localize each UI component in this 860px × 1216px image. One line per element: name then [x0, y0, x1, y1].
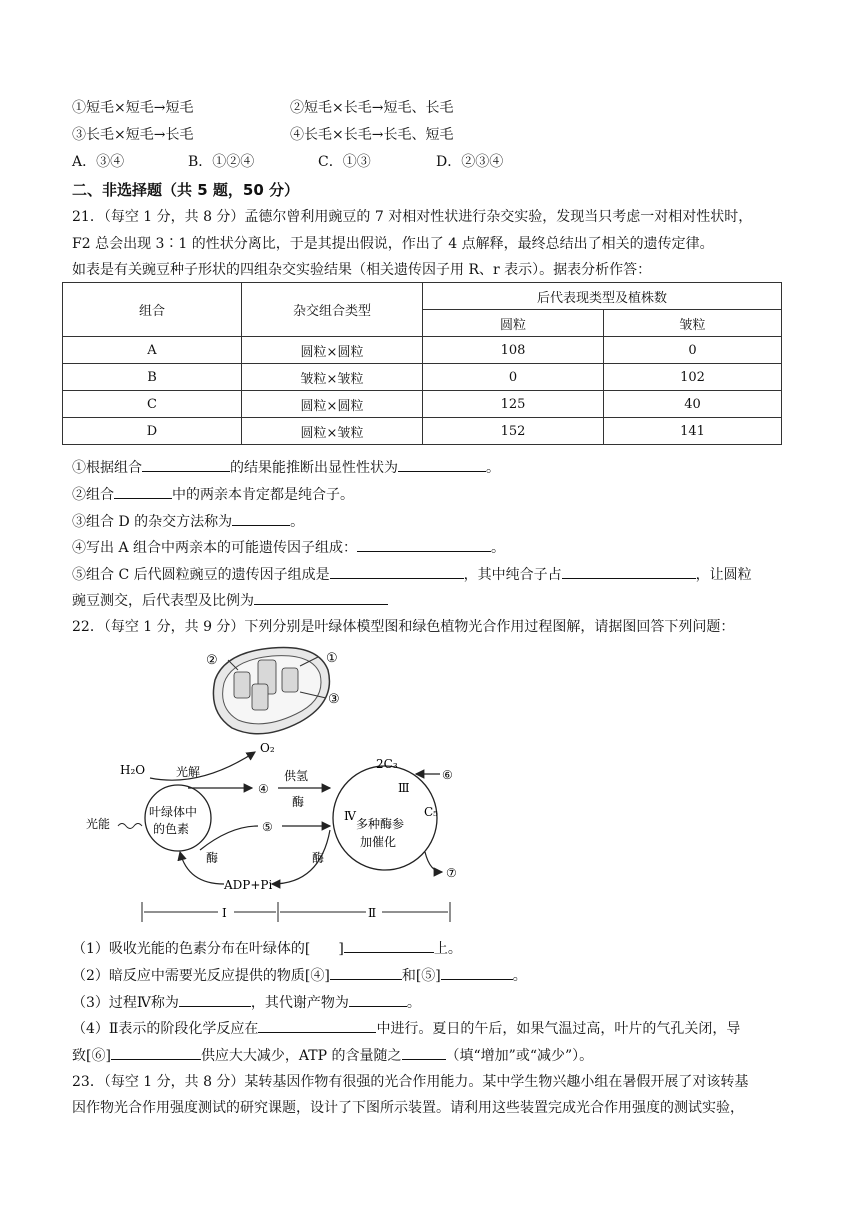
enzyme-label: 酶	[312, 851, 325, 865]
option-2: ②短毛×长毛→短毛、长毛	[290, 100, 454, 116]
label-4: ④	[258, 782, 269, 796]
cell-group: A	[63, 337, 242, 364]
cell-type: 皱粒×皱粒	[242, 364, 423, 391]
header-round: 圆粒	[423, 310, 604, 337]
q21-intro-1: 21．（每空 1 分，共 8 分）孟德尔曾利用豌豆的 7 对相对性状进行杂交实验，发现当只考虑一对相对性状时，	[72, 209, 753, 225]
h2o-label: H₂O	[120, 763, 146, 777]
blank[interactable]	[344, 938, 434, 953]
cell-group: C	[63, 391, 242, 418]
adp-label: ADP+Pi	[224, 878, 273, 892]
q21-intro-2: F2 总会出现 3∶1 的性状分离比，于是其提出假说，作出了 4 点解释，最终总结出了相关的遗传定律。	[72, 236, 714, 252]
cell-round: 108	[423, 337, 604, 364]
pigment-label: 的色素	[153, 822, 190, 836]
header-cross-type: 杂交组合类型	[242, 283, 423, 337]
blank[interactable]	[142, 457, 230, 472]
cell-round: 125	[423, 391, 604, 418]
cell-type: 圆粒×皱粒	[242, 418, 423, 445]
q22-sub-4	[72, 1018, 740, 1039]
cell-wrinkled: 141	[604, 418, 782, 445]
cross-results-table	[62, 282, 782, 445]
cell-round: 0	[423, 364, 604, 391]
blank[interactable]	[398, 457, 486, 472]
text: （4）Ⅱ表示的阶段化学反应在	[72, 1021, 259, 1037]
multi-enzyme-label: 加催化	[360, 835, 397, 849]
blank[interactable]	[441, 965, 513, 980]
q22-sub-3	[72, 992, 421, 1013]
label-7: ⑦	[446, 866, 457, 880]
text: （3）过程Ⅳ称为	[72, 995, 179, 1011]
chloroplast-diagrams	[0, 640, 860, 930]
stage-ii-label: Ⅱ	[368, 906, 377, 920]
text: ，其中纯合子占	[463, 567, 562, 583]
text: ①根据组合	[72, 460, 142, 476]
answer-d: D．②③④	[436, 154, 504, 170]
blank[interactable]	[402, 1045, 446, 1060]
blank[interactable]	[357, 537, 491, 552]
header-group: 组合	[63, 283, 242, 337]
q21-sub-5-cont	[72, 590, 388, 611]
o2-label: O₂	[260, 741, 275, 755]
label-3: ③	[328, 692, 340, 707]
q21-sub-3	[72, 511, 304, 532]
text: 的结果能推断出显性性状为	[230, 460, 398, 476]
blank[interactable]	[330, 564, 464, 579]
photosynthesis-process	[86, 741, 457, 922]
text: 豌豆测交，后代表型及比例为	[72, 593, 254, 609]
text: 致[⑥]	[72, 1048, 111, 1064]
header-wrinkled: 皱粒	[604, 310, 782, 337]
q23-intro-1: 23．（每空 1 分，共 8 分）某转基因作物有很强的光合作用能力。某中学生物兴趣小组在暑假开展了对该转基	[72, 1074, 749, 1090]
blank[interactable]	[111, 1045, 201, 1060]
q23-intro-2: 因作物光合作用强度测试的研究课题，设计了下图所示装置。请利用这些装置完成光合作用强度的测试实验，	[72, 1100, 744, 1116]
text: （2）暗反应中需要光反应提供的物质[④]	[72, 968, 330, 984]
table-row	[63, 418, 782, 445]
enzyme-label: 酶	[292, 795, 305, 809]
text: ③组合 D 的杂交方法称为	[72, 514, 233, 530]
cell-group: B	[63, 364, 242, 391]
blank[interactable]	[114, 484, 172, 499]
cell-wrinkled: 0	[604, 337, 782, 364]
option-3: ③长毛×短毛→长毛	[72, 127, 194, 143]
text: ，其代谢产物为	[250, 995, 349, 1011]
text: （填“增加”或“减少”）。	[445, 1048, 594, 1064]
text: 中进行。夏日的午后，如果气温过高，叶片的气孔关闭，导	[376, 1021, 741, 1037]
pigment-label: 叶绿体中	[149, 805, 198, 819]
label-1: ①	[326, 651, 338, 666]
q22-sub-2	[72, 965, 527, 986]
text: 供应大大减少，ATP 的含量随之	[200, 1048, 402, 1064]
blank[interactable]	[349, 992, 407, 1007]
option-4: ④长毛×长毛→长毛、短毛	[290, 127, 454, 143]
label-5: ⑤	[262, 820, 273, 834]
q21-sub-5	[72, 564, 752, 585]
text: 。	[486, 460, 500, 476]
text: 上。	[433, 941, 462, 957]
chloroplast-model	[206, 647, 340, 733]
cell-type: 圆粒×圆粒	[242, 391, 423, 418]
text: 中的两亲本肯定都是纯合子。	[172, 487, 354, 503]
blank[interactable]	[562, 564, 696, 579]
blank[interactable]	[258, 1018, 376, 1033]
enzyme-label: 酶	[206, 851, 219, 865]
text: ⑤组合 C 后代圆粒豌豆的遗传因子组成是	[72, 567, 330, 583]
stage-i-label: Ⅰ	[222, 906, 227, 920]
cell-round: 152	[423, 418, 604, 445]
option-1: ①短毛×短毛→短毛	[72, 100, 194, 116]
text: ④写出 A 组合中两亲本的可能遗传因子组成：	[72, 540, 358, 556]
q22-sub-4-cont	[72, 1045, 593, 1066]
text: ，让圆粒	[695, 567, 752, 583]
label-2: ②	[206, 653, 218, 668]
answer-b: B．①②④	[188, 154, 255, 170]
text: （1）吸收光能的色素分布在叶绿体的[	[72, 941, 311, 957]
answer-c: C．①③	[318, 154, 371, 170]
blank[interactable]	[232, 511, 290, 526]
q22-intro: 22．（每空 1 分，共 9 分）下列分别是叶绿体模型图和绿色植物光合作用过程图解，请据图回答下列问题：	[72, 619, 735, 635]
text: ②组合	[72, 487, 114, 503]
blank[interactable]	[330, 965, 402, 980]
blank[interactable]	[179, 992, 251, 1007]
process-iv-label: Ⅳ	[344, 809, 356, 823]
text: 。	[512, 968, 527, 984]
q21-sub-1	[72, 457, 500, 478]
section-title: 二、非选择题（共 5 题，50 分）	[72, 181, 299, 199]
header-offspring: 后代表现类型及植株数	[423, 283, 782, 310]
c5-label: C₅	[424, 805, 438, 819]
process-iii-label: Ⅲ	[398, 781, 410, 795]
text: 。	[491, 540, 506, 556]
photolysis-label: 光解	[176, 765, 201, 779]
table-row	[63, 337, 782, 364]
q21-sub-2	[72, 484, 354, 505]
text: ]	[338, 941, 344, 957]
table-row	[63, 391, 782, 418]
text: 和[⑤]	[401, 968, 441, 984]
light-label: 光能	[86, 817, 111, 831]
answer-a: A．③④	[72, 154, 125, 170]
cell-type: 圆粒×圆粒	[242, 337, 423, 364]
text: 。	[290, 514, 305, 530]
multi-enzyme-label: 多种酶参	[356, 817, 405, 831]
supply-h-label: 供氢	[284, 769, 309, 783]
q21-intro-3: 如表是有关豌豆种子形状的四组杂交实验结果（相关遗传因子用 R、r 表示）。据表分析作答：	[72, 262, 652, 278]
cell-wrinkled: 102	[604, 364, 782, 391]
table-row	[63, 364, 782, 391]
label-6: ⑥	[442, 768, 453, 782]
q22-sub-1	[72, 938, 462, 959]
text: 。	[406, 995, 421, 1011]
q21-sub-4	[72, 537, 505, 558]
blank[interactable]	[254, 590, 388, 605]
c3-label: 2C₃	[376, 757, 398, 771]
cell-wrinkled: 40	[604, 391, 782, 418]
cell-group: D	[63, 418, 242, 445]
